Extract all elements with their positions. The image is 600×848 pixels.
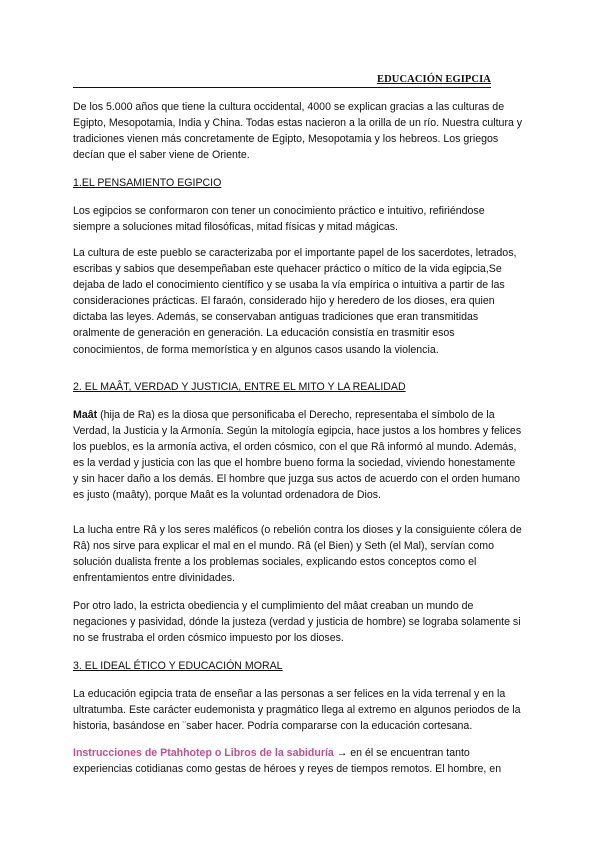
arrow-icon: → [333, 747, 351, 759]
section-2-paragraph-1 [73, 407, 523, 504]
section-3-paragraph-1: La educación egipcia trata de enseñar a las personas a ser felices en la vida terrenal y en la ultratumba. Este carácter eudemonista y pragmático llega al extremo en algunos periodos de la historia, basándose en ¨saber hacer. Podría compararse con la educación cortesana. [73, 688, 521, 733]
maat-term: Maât [73, 409, 98, 421]
document-title: EDUCACIÓN EGIPCIA [376, 74, 491, 85]
ptahhotep-title: Instrucciones de Ptahhotep o Libros de la sabiduría [73, 747, 334, 759]
section-3-paragraph-2 [73, 745, 523, 777]
section-2-paragraph-3: Por otro lado, la estricta obediencia y el cumplimiento del mâat creaban un mundo de negaciones y pasividad, dónde la justeza (verdad y justicia de hombre) se lograba solamente si no se frustraba el orden cósmico impuesto por los dioses. [73, 600, 521, 645]
intro-paragraph: De los 5.000 años que tiene la cultura occidental, 4000 se explican gracias a las culturas de Egipto, Mesopotamia, India y China. Todas estas nacieron a la orilla de un río. Nuestra cultura y tradiciones vienen más concretamente de Egipto, Mesopotamia y los hebreos. Los griegos decían que el saber viene de Oriente. [73, 101, 523, 162]
section-1-paragraph-2: La cultura de este pueblo se caracterizaba por el importante papel de los sacerdotes, letrados, escribas y sabios que desempeñaban este quehacer práctico o mítico de la vida egipcia,Se dejaba de lado el conocimiento científico y se usaba la vía empírica o intuitiva a partir de las consideraciones prácticas. El faraón, considerado hijo y heredero de los dioses, era quien dictaba las leyes. Además, se conservaban antiguas tradiciones que eran transmitidas oralmente de generación en generación. La educación consistía en trasmitir esos conocimientos, de forma memorística y en algunos casos usando la violencia. [73, 247, 517, 356]
section-1-heading: 1.EL PENSAMIENTO EGIPCIO [73, 177, 222, 189]
section-2-heading: 2. EL MAÂT, VERDAD Y JUSTICIA, ENTRE EL MITO Y LA REALIDAD [73, 381, 406, 393]
ptahhotep-description: en él se encuentran tanto experiencias cotidianas como gestas de héroes y reyes de tiempos remotos. El hombre, en [73, 747, 502, 776]
maat-description: (hija de Ra) es la diosa que personificaba el Derecho, representaba el símbolo de la Verdad, la Justicia y la Armonía. Según la mitología egipcia, hace justos a los hombres y felices los pueblos, es la armonía activa, el orden cósmico, con el que Râ informó al mundo. Además, es la verdad y justicia con las que el hombre bueno forma la sociedad, viviendo honestamente y sin hacer daño a los demás. El hombre que juzga sus actos de acuerdo con el orden humano es justo (maâty), porque Maât es la voluntad ordenadora de Dios. [73, 409, 522, 502]
section-3-heading: 3. EL IDEAL ÉTICO Y EDUCACIÓN MORAL [73, 660, 283, 672]
title-rule [73, 74, 491, 88]
section-2-paragraph-2: La lucha entre Râ y los seres maléficos (o rebelión contra los dioses y la consiguiente cólera de Râ) nos sirve para explicar el mal en el mundo. Râ (el Bien) y Seth (el Mal), servían como solución dualista frente a los problemas sociales, explicando estos conceptos como el enfrentamientos entre divinidades. [73, 524, 522, 585]
section-1-paragraph-1: Los egipcios se conformaron con tener un conocimiento práctico e intuitivo, refiriéndose siempre a soluciones mitad filosóficas, mitad físicas y mitad mágicas. [73, 205, 485, 234]
